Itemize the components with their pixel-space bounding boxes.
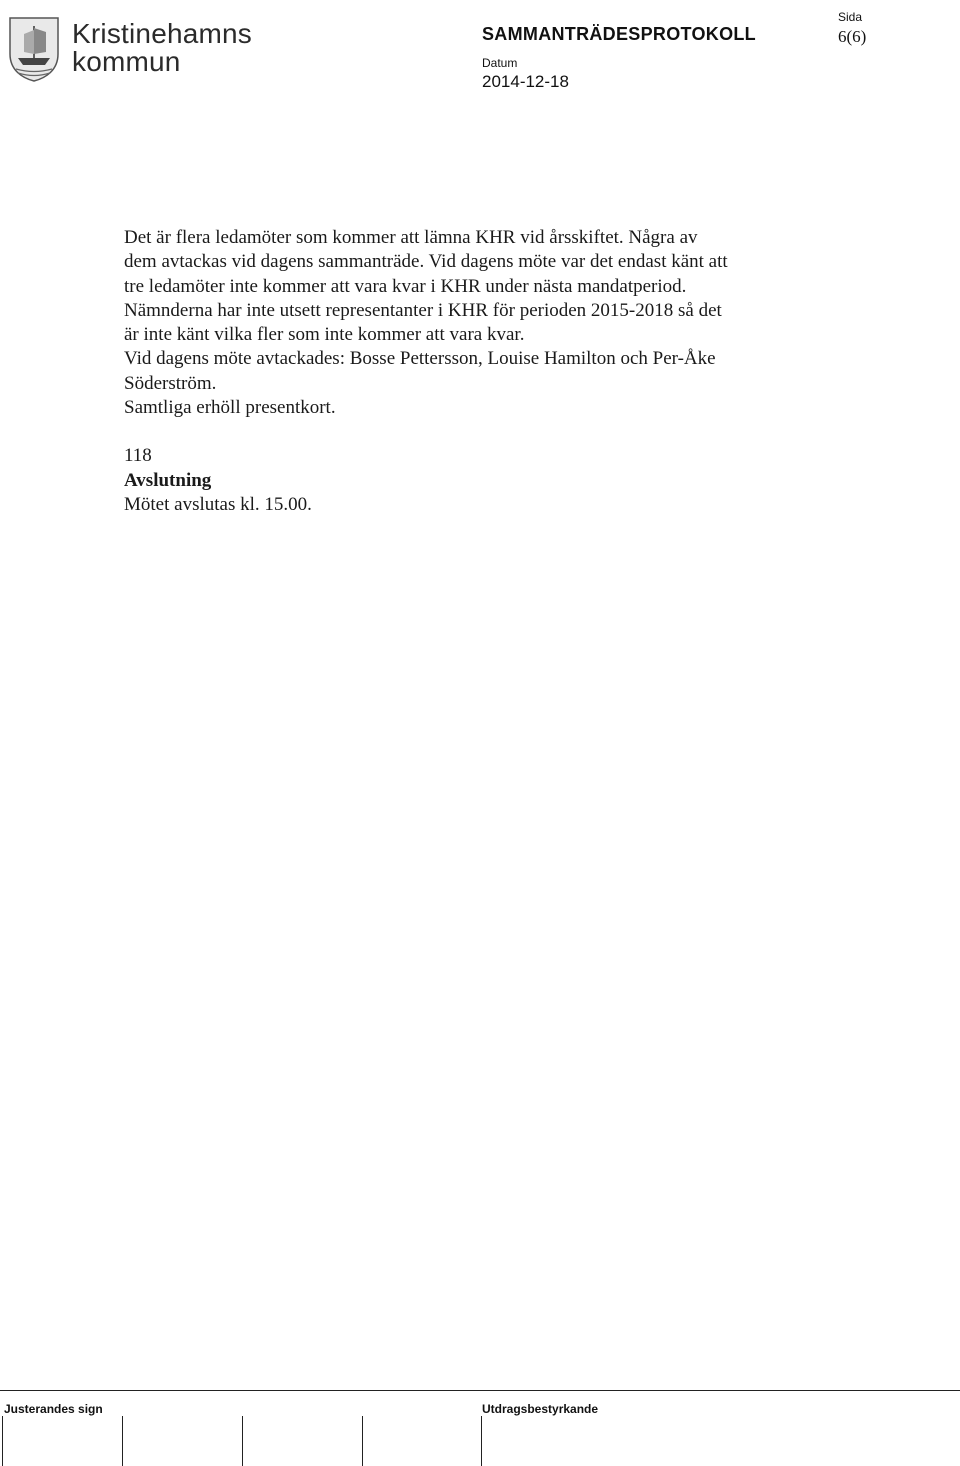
municipality-logo xyxy=(6,14,253,84)
footer-divider xyxy=(0,1390,960,1391)
page-label: Sida xyxy=(838,10,863,24)
signature-box-divider xyxy=(2,1416,3,1466)
signature-box-divider xyxy=(122,1416,123,1466)
signature-box-divider xyxy=(362,1416,363,1466)
document-body xyxy=(124,226,824,517)
document-type: SAMMANTRÄDESPROTOKOLL xyxy=(482,24,756,44)
utdragsbestyrkande-label: Utdragsbestyrkande xyxy=(482,1402,599,1416)
municipality-name-line2: kommun xyxy=(72,46,181,77)
signature-box-divider xyxy=(481,1416,482,1466)
body-line: dem avtackas vid dagens sammanträde. Vid dagens möte var det endast känt att xyxy=(124,251,728,273)
body-line: tre ledamöter inte kommer att vara kvar i KHR under nästa mandatperiod. xyxy=(124,275,687,297)
body-line: Det är flera ledamöter som kommer att lämna KHR vid årsskiftet. Några av xyxy=(124,227,698,248)
justerandes-sign-label: Justerandes sign xyxy=(4,1402,103,1416)
section-title: Avslutning xyxy=(124,469,212,491)
body-line: Nämnderna har inte utsett representanter i KHR för perioden 2015-2018 så det xyxy=(124,299,722,321)
meeting-date: 2014-12-18 xyxy=(482,72,569,91)
body-line: Söderström. xyxy=(124,372,217,394)
municipality-name-line1: Kristinehamns xyxy=(72,18,253,49)
body-line: Samtliga erhöll presentkort. xyxy=(124,397,336,419)
body-line: är inte känt vilka fler som inte kommer att vara kvar. xyxy=(124,324,525,346)
municipality-name xyxy=(72,20,252,76)
page-number: 6(6) xyxy=(838,27,867,46)
date-label: Datum xyxy=(482,56,518,70)
section-number: 118 xyxy=(124,445,152,467)
signature-box-divider xyxy=(242,1416,243,1466)
body-line: Vid dagens möte avtackades: Bosse Pettersson, Louise Hamilton och Per-Åke xyxy=(124,348,716,370)
ship-crest-icon xyxy=(6,14,62,82)
section-text: Mötet avslutas kl. 15.00. xyxy=(124,493,312,515)
